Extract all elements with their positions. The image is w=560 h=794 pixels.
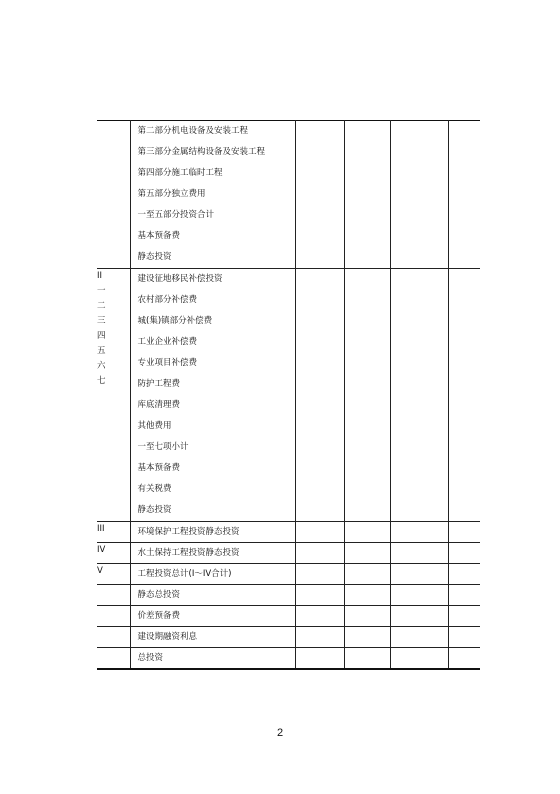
item-label: 第五部分独立费用	[137, 189, 206, 199]
value-cell	[295, 564, 344, 585]
value-cell	[390, 648, 448, 670]
value-cell	[295, 585, 344, 606]
item-label: 工程投资总计(I～IV合计)	[137, 569, 232, 579]
table-row	[97, 648, 480, 670]
table-row	[97, 627, 480, 648]
value-cell	[295, 121, 344, 269]
item-name-cell	[130, 585, 295, 606]
table-row	[97, 564, 480, 585]
page-number: 2	[276, 727, 284, 739]
value-cell	[390, 585, 448, 606]
value-cell	[448, 585, 480, 606]
value-cell	[344, 606, 390, 627]
value-cell	[295, 269, 344, 522]
item-name-cell	[130, 522, 295, 543]
item-label: 城(集)镇部分补偿费	[137, 316, 213, 326]
investment-summary-table	[97, 120, 480, 670]
item-label: 建设期融资利息	[137, 632, 198, 642]
item-name-cell	[130, 543, 295, 564]
value-cell	[390, 564, 448, 585]
index-cell	[97, 543, 130, 564]
item-names-cell	[130, 269, 295, 522]
item-label: 基本预备费	[137, 231, 181, 241]
item-label: 库底清理费	[137, 400, 181, 410]
value-cell	[295, 648, 344, 670]
item-label: 工业企业补偿费	[137, 337, 198, 347]
table-row	[97, 585, 480, 606]
value-cell	[344, 585, 390, 606]
index-cell	[97, 648, 130, 670]
item-label: 一至五部分投资合计	[137, 210, 215, 220]
value-cell	[390, 606, 448, 627]
value-cell	[390, 121, 448, 269]
value-cell	[390, 627, 448, 648]
item-label: 静态投资	[137, 252, 172, 262]
value-cell	[344, 269, 390, 522]
index-cell	[97, 121, 130, 269]
index-label: V	[97, 566, 103, 576]
item-label: 第二部分机电设备及安装工程	[137, 126, 249, 136]
item-label: 静态投资	[137, 505, 172, 515]
value-cell	[295, 543, 344, 564]
index-cell	[97, 606, 130, 627]
item-label: 水土保持工程投资静态投资	[137, 548, 240, 558]
index-cell	[97, 627, 130, 648]
index-label: 五	[97, 346, 106, 356]
index-label: 一	[97, 286, 106, 296]
item-name-cell	[130, 606, 295, 627]
item-label: 其他费用	[137, 421, 172, 431]
item-name-cell	[130, 627, 295, 648]
index-cell	[97, 522, 130, 543]
index-cell	[97, 269, 130, 522]
value-cell	[448, 269, 480, 522]
table-row	[97, 269, 480, 522]
item-name-cell	[130, 564, 295, 585]
value-cell	[390, 522, 448, 543]
index-label: IV	[97, 545, 106, 555]
value-cell	[344, 522, 390, 543]
value-cell	[448, 522, 480, 543]
value-cell	[344, 564, 390, 585]
index-label: 六	[97, 361, 106, 371]
table-row	[97, 522, 480, 543]
item-label: 第四部分施工临时工程	[137, 168, 223, 178]
item-label: 建设征地移民补偿投资	[137, 274, 223, 284]
value-cell	[390, 269, 448, 522]
index-cell	[97, 564, 130, 585]
value-cell	[448, 543, 480, 564]
table-row	[97, 606, 480, 627]
index-cell	[97, 585, 130, 606]
item-label: 农村部分补偿费	[137, 295, 198, 305]
item-label: 总投资	[137, 653, 164, 663]
index-label: 四	[97, 331, 106, 341]
table-row	[97, 543, 480, 564]
index-label: 三	[97, 316, 106, 326]
item-label: 防护工程费	[137, 379, 181, 389]
item-name-cell	[130, 648, 295, 670]
index-label: 二	[97, 301, 106, 311]
index-label: III	[97, 524, 105, 534]
value-cell	[448, 627, 480, 648]
value-cell	[448, 606, 480, 627]
value-cell	[448, 121, 480, 269]
value-cell	[295, 522, 344, 543]
item-label: 第三部分金属结构设备及安装工程	[137, 147, 266, 157]
index-label: II	[97, 271, 103, 281]
item-names-cell	[130, 121, 295, 269]
value-cell	[390, 543, 448, 564]
item-label: 基本预备费	[137, 463, 181, 473]
value-cell	[344, 121, 390, 269]
value-cell	[344, 627, 390, 648]
value-cell	[344, 648, 390, 670]
item-label: 环境保护工程投资静态投资	[137, 527, 240, 537]
item-label: 有关税费	[137, 484, 172, 494]
value-cell	[344, 543, 390, 564]
item-label: 静态总投资	[137, 590, 181, 600]
item-label: 一至七项小计	[137, 442, 189, 452]
value-cell	[295, 627, 344, 648]
value-cell	[295, 606, 344, 627]
item-label: 价差预备费	[137, 611, 181, 621]
index-label: 七	[97, 376, 106, 386]
value-cell	[448, 564, 480, 585]
table-row	[97, 121, 480, 269]
value-cell	[448, 648, 480, 670]
item-label: 专业项目补偿费	[137, 358, 198, 368]
